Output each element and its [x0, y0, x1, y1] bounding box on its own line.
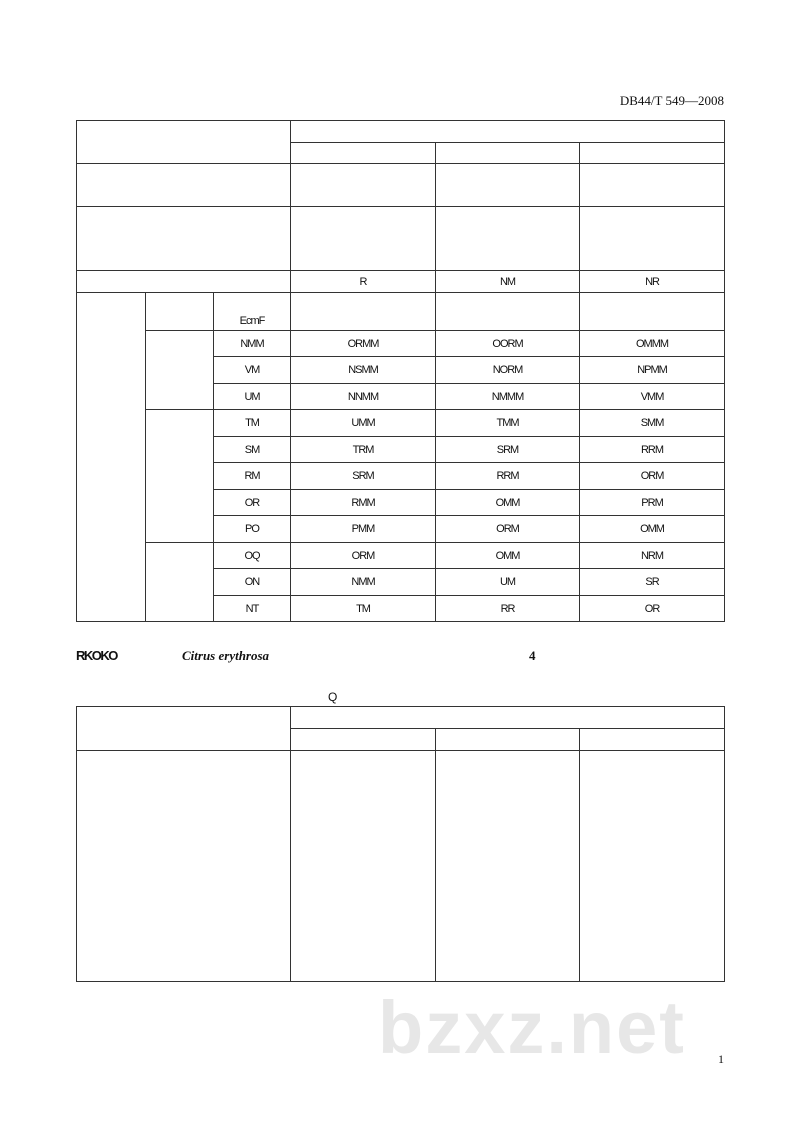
- table-cell: OMM: [436, 490, 580, 516]
- table-cell: UM: [436, 569, 580, 596]
- table-cell: SMM: [580, 410, 725, 437]
- table-cell: SRM: [436, 437, 580, 463]
- table1-value-cell: R: [291, 271, 436, 293]
- table-row: [77, 543, 725, 569]
- table1-cell: [436, 207, 580, 271]
- table-row: [77, 331, 725, 357]
- table-cell: RMM: [291, 490, 436, 516]
- table-cell: ORM: [291, 543, 436, 569]
- table-cell: VMM: [580, 384, 725, 410]
- row-key: PO: [214, 516, 291, 543]
- row-key: UM: [214, 384, 291, 410]
- table-cell: TMM: [436, 410, 580, 437]
- table1-blank-row: [77, 164, 725, 207]
- table1-subgroup-label: [146, 293, 214, 331]
- table2-cell: [291, 751, 436, 982]
- row-key: VM: [214, 357, 291, 384]
- table1-value-row: [77, 271, 725, 293]
- table-cell: OMMM: [580, 331, 725, 357]
- table-cell: UMM: [291, 410, 436, 437]
- row-key: SM: [214, 437, 291, 463]
- table1-header-row: [77, 121, 725, 143]
- watermark: bzxz.net: [378, 986, 686, 1069]
- table-cell: OMM: [580, 516, 725, 543]
- table2-header-label: [77, 707, 291, 751]
- table-cell: ORM: [436, 516, 580, 543]
- table-cell: NMM: [291, 569, 436, 596]
- table2-title: Q: [328, 690, 338, 704]
- section-mark: 4: [529, 648, 536, 663]
- data-table-2: [76, 706, 725, 982]
- table1-cell: [291, 293, 436, 331]
- table1-row-label: [77, 207, 291, 271]
- table-cell: RRM: [436, 463, 580, 490]
- table1-value-cell: NR: [580, 271, 725, 293]
- table1-unit-row: [77, 293, 725, 331]
- table1-cell: [436, 164, 580, 207]
- table-cell: PMM: [291, 516, 436, 543]
- table1-subheader-cell: [291, 143, 436, 164]
- table1-cell: [580, 207, 725, 271]
- table-cell: TRM: [291, 437, 436, 463]
- table1-value-cell: NM: [436, 271, 580, 293]
- table1-subgroup-label: [146, 543, 214, 622]
- table2-cell: [436, 751, 580, 982]
- table2-subheader-cell: [291, 729, 436, 751]
- row-key: NMM: [214, 331, 291, 357]
- section-number: RKOKO: [76, 648, 117, 663]
- page-number: 1: [718, 1052, 724, 1066]
- table-cell: ORMM: [291, 331, 436, 357]
- table1-subheader-cell: [580, 143, 725, 164]
- row-key: OQ: [214, 543, 291, 569]
- row-key: OR: [214, 490, 291, 516]
- table-cell: SRM: [291, 463, 436, 490]
- table-cell: NRM: [580, 543, 725, 569]
- table1-cell: [291, 164, 436, 207]
- table-cell: RRM: [580, 437, 725, 463]
- table-cell: SR: [580, 569, 725, 596]
- table2-cell: [580, 751, 725, 982]
- row-key: ON: [214, 569, 291, 596]
- table-cell: ORM: [580, 463, 725, 490]
- table-cell: NSMM: [291, 357, 436, 384]
- row-key: RM: [214, 463, 291, 490]
- table1-subheader-cell: [436, 143, 580, 164]
- table-cell: PRM: [580, 490, 725, 516]
- table-cell: OMM: [436, 543, 580, 569]
- table-cell: NNMM: [291, 384, 436, 410]
- table1-subgroup-label: [146, 331, 214, 410]
- table1-cell: [580, 164, 725, 207]
- table2-header-span: [291, 707, 725, 729]
- table1-cell: [436, 293, 580, 331]
- table1-header-span: [291, 121, 725, 143]
- table1-group-label: [77, 293, 146, 622]
- document-code: DB44/T 549—2008: [619, 93, 724, 108]
- section-caption: [76, 648, 724, 666]
- table-row: [77, 410, 725, 437]
- table1-header-label: [77, 121, 291, 164]
- species-name: Citrus erythrosa: [182, 648, 270, 663]
- row-key: TM: [214, 410, 291, 437]
- table2-subheader-cell: [580, 729, 725, 751]
- table-cell: RR: [436, 596, 580, 622]
- table1-row-label: [77, 271, 291, 293]
- table1-blank-row: [77, 207, 725, 271]
- table2-subheader-cell: [436, 729, 580, 751]
- table1-subgroup-label: [146, 410, 214, 543]
- table-cell: NORM: [436, 357, 580, 384]
- table1-row-label: [77, 164, 291, 207]
- table-cell: OORM: [436, 331, 580, 357]
- table-cell: NMMM: [436, 384, 580, 410]
- row-key: NT: [214, 596, 291, 622]
- table-cell: OR: [580, 596, 725, 622]
- table-cell: NPMM: [580, 357, 725, 384]
- table1-cell: [580, 293, 725, 331]
- table2-body-row: [77, 751, 725, 982]
- data-table-1: [76, 120, 725, 622]
- table2-cell: [77, 751, 291, 982]
- table1-cell: [291, 207, 436, 271]
- unit-label: EcmF: [214, 293, 291, 331]
- table2-header-row: [77, 707, 725, 729]
- table-cell: TM: [291, 596, 436, 622]
